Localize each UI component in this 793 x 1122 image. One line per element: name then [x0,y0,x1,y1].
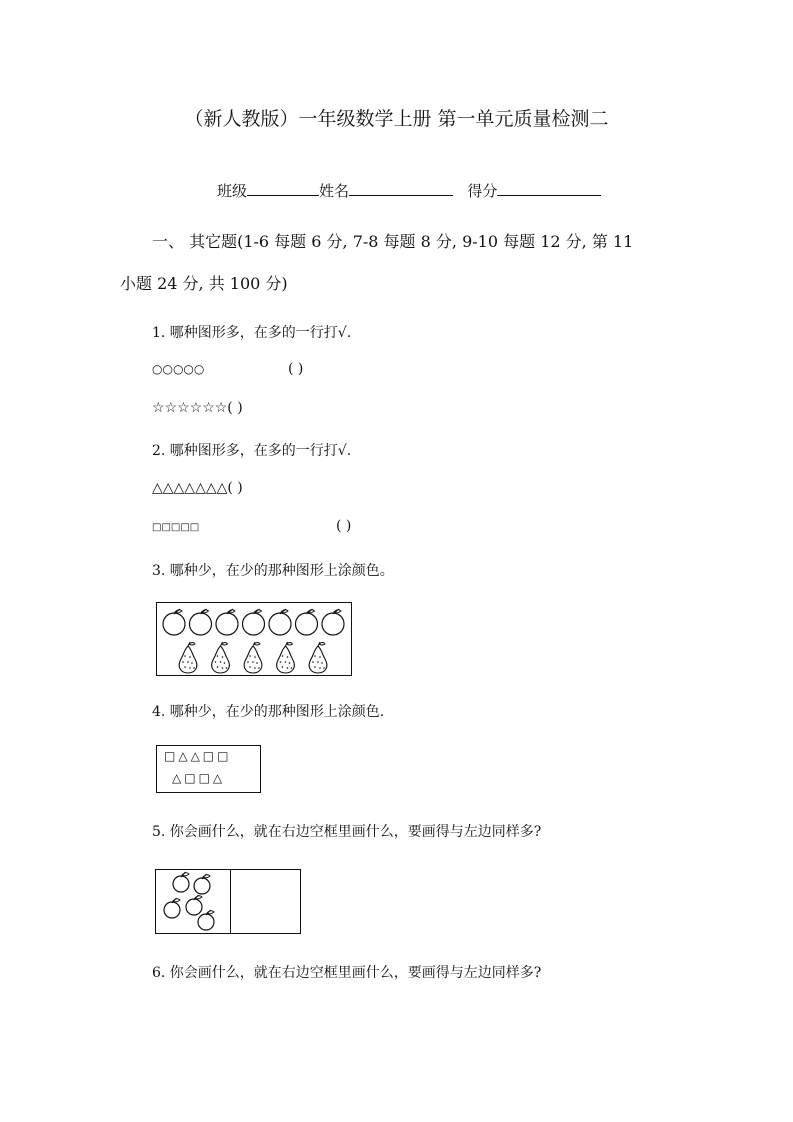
q1-circles-answer[interactable]: ( ) [288,361,304,377]
apple-icon[interactable] [269,609,291,635]
score-blank[interactable] [497,181,601,196]
apple-icon[interactable] [173,872,189,892]
question-6: 6. 你会画什么，就在右边空框里画什么，要画得与左边同样多? [152,965,542,981]
question-2: 2. 哪种图形多，在多的一行打√. [152,443,352,459]
apple-icon[interactable] [198,910,214,930]
pear-icon[interactable] [212,642,230,673]
apple-icon[interactable] [243,609,265,635]
class-label: 班级 [217,182,248,200]
q3-fruit-box [156,602,352,676]
page-title: （新人教版）一年级数学上册 第一单元质量检测二 [184,108,609,130]
apple-icon[interactable] [186,895,202,915]
name-blank[interactable] [349,181,453,196]
apple-icon[interactable] [194,874,210,894]
apple-icon[interactable] [190,609,212,635]
q2-triangles-row[interactable]: △△△△△△△( ) [152,480,243,496]
student-info-line [217,180,601,201]
question-3: 3. 哪种少，在少的那种图形上涂颜色。 [152,563,394,579]
apple-icon[interactable] [216,609,238,635]
q1-stars-row[interactable]: ☆☆☆☆☆☆( ) [152,400,243,416]
apple-icon[interactable] [296,609,318,635]
section-heading-line1: 一、 其它题(1-6 每题 6 分, 7-8 每题 8 分, 9-10 每题 12 分, 第 11 [152,232,634,251]
question-1: 1. 哪种图形多，在多的一行打√. [152,325,352,341]
q2-squares-answer[interactable]: ( ) [336,518,352,534]
q4-row2[interactable]: △□□△ [172,771,226,785]
q3-fruit-drawing [157,603,351,675]
apple-icon[interactable] [322,609,344,635]
pear-icon[interactable] [179,642,197,673]
q4-row1[interactable]: □△△□□ [164,749,232,763]
score-label: 得分 [467,182,498,200]
q4-shapes-box [156,745,261,793]
pear-icon[interactable] [277,642,295,673]
section-heading-line2: 小题 24 分, 共 100 分) [120,274,288,293]
pear-icon[interactable] [309,642,327,673]
apple-icon[interactable] [163,609,185,635]
q5-answer-area[interactable] [231,870,300,933]
q5-box [155,869,301,934]
q2-squares: □□□□□ [152,522,200,533]
q1-circles: ○○○○○ [152,362,205,376]
pear-icon[interactable] [244,642,262,673]
class-blank[interactable] [247,181,319,196]
question-4: 4. 哪种少，在少的那种图形上涂颜色. [152,704,385,720]
question-5: 5. 你会画什么，就在右边空框里画什么，要画得与左边同样多? [152,824,542,840]
q5-apples-drawing [156,870,230,933]
apple-icon[interactable] [164,898,180,918]
name-label: 姓名 [319,182,350,200]
